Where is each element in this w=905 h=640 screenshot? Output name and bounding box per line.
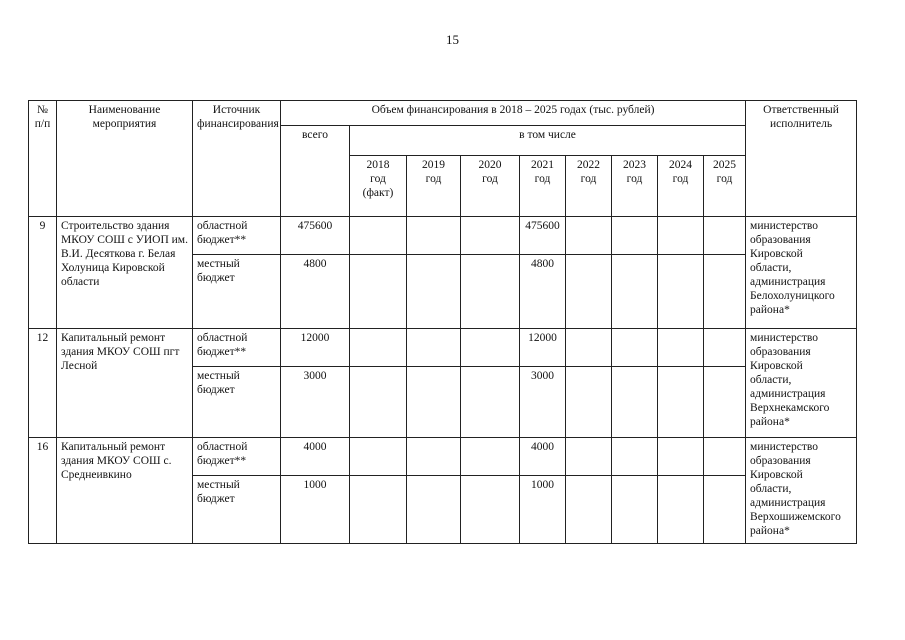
- cell-2024: [658, 255, 704, 329]
- funding-total: 475600: [281, 217, 350, 255]
- header-year-2018: 2018 год (факт): [350, 156, 407, 217]
- funding-source: местный бюджет: [193, 367, 281, 438]
- funding-source: областной бюджет**: [193, 329, 281, 367]
- page-number: 15: [446, 32, 459, 47]
- header-name: Наименование мероприятия: [57, 101, 193, 217]
- header-year-2022: 2022 год: [566, 156, 612, 217]
- funding-source: местный бюджет: [193, 476, 281, 544]
- funding-total: 12000: [281, 329, 350, 367]
- funding-source: областной бюджет**: [193, 217, 281, 255]
- cell-2018: [350, 329, 407, 367]
- header-responsible: Ответственный исполнитель: [746, 101, 857, 217]
- cell-2019: [407, 438, 461, 476]
- cell-2019: [407, 217, 461, 255]
- cell-2024: [658, 329, 704, 367]
- row-responsible: министерство образования Кировской области, администрация Белохолуницкого района*: [746, 217, 857, 329]
- funding-total: 1000: [281, 476, 350, 544]
- cell-2025: [704, 476, 746, 544]
- table-row: [29, 438, 857, 476]
- cell-2020: [461, 255, 520, 329]
- row-name: Капитальный ремонт здания МКОУ СОШ пгт Лесной: [57, 329, 193, 438]
- cell-2020: [461, 217, 520, 255]
- cell-2021: 4000: [520, 438, 566, 476]
- funding-total: 4800: [281, 255, 350, 329]
- cell-2022: [566, 438, 612, 476]
- cell-2022: [566, 329, 612, 367]
- cell-2023: [612, 255, 658, 329]
- cell-2025: [704, 255, 746, 329]
- cell-2018: [350, 217, 407, 255]
- header-including: в том числе: [350, 126, 746, 156]
- header-year-2025: 2025 год: [704, 156, 746, 217]
- cell-2021: 4800: [520, 255, 566, 329]
- cell-2022: [566, 367, 612, 438]
- row-name: Строительство здания МКОУ СОШ с УИОП им. В.И. Десяткова г. Белая Холуница Кировской области: [57, 217, 193, 329]
- cell-2022: [566, 217, 612, 255]
- row-num: 9: [29, 217, 57, 329]
- row-num: 16: [29, 438, 57, 544]
- cell-2019: [407, 367, 461, 438]
- cell-2025: [704, 329, 746, 367]
- cell-2023: [612, 438, 658, 476]
- header-num: № п/п: [29, 101, 57, 217]
- cell-2023: [612, 367, 658, 438]
- funding-total: 4000: [281, 438, 350, 476]
- cell-2022: [566, 476, 612, 544]
- header-volume: Объем финансирования в 2018 – 2025 годах (тыс. рублей): [281, 101, 746, 126]
- financing-table: [28, 100, 857, 544]
- cell-2018: [350, 367, 407, 438]
- cell-2020: [461, 476, 520, 544]
- cell-2024: [658, 217, 704, 255]
- cell-2021: 475600: [520, 217, 566, 255]
- header-year-2019: 2019 год: [407, 156, 461, 217]
- row-responsible: министерство образования Кировской области, администрация Верхнекамского района*: [746, 329, 857, 438]
- cell-2025: [704, 438, 746, 476]
- table-row: [29, 329, 857, 367]
- cell-2020: [461, 367, 520, 438]
- header-year-2020: 2020 год: [461, 156, 520, 217]
- cell-2019: [407, 255, 461, 329]
- header-total: всего: [281, 126, 350, 217]
- table-row: [29, 217, 857, 255]
- cell-2023: [612, 217, 658, 255]
- cell-2024: [658, 476, 704, 544]
- cell-2019: [407, 476, 461, 544]
- cell-2022: [566, 255, 612, 329]
- row-responsible: министерство образования Кировской области, администрация Верхошижемского района*: [746, 438, 857, 544]
- cell-2023: [612, 329, 658, 367]
- header-year-2024: 2024 год: [658, 156, 704, 217]
- row-num: 12: [29, 329, 57, 438]
- cell-2021: 12000: [520, 329, 566, 367]
- cell-2025: [704, 217, 746, 255]
- cell-2021: 3000: [520, 367, 566, 438]
- funding-source: местный бюджет: [193, 255, 281, 329]
- header-source: Источник финансирования: [193, 101, 281, 217]
- cell-2018: [350, 476, 407, 544]
- cell-2021: 1000: [520, 476, 566, 544]
- cell-2024: [658, 438, 704, 476]
- cell-2024: [658, 367, 704, 438]
- header-year-2021: 2021 год: [520, 156, 566, 217]
- header-year-2023: 2023 год: [612, 156, 658, 217]
- cell-2018: [350, 255, 407, 329]
- funding-total: 3000: [281, 367, 350, 438]
- cell-2023: [612, 476, 658, 544]
- row-name: Капитальный ремонт здания МКОУ СОШ с. Среднеивкино: [57, 438, 193, 544]
- cell-2025: [704, 367, 746, 438]
- funding-source: областной бюджет**: [193, 438, 281, 476]
- cell-2020: [461, 329, 520, 367]
- cell-2020: [461, 438, 520, 476]
- cell-2018: [350, 438, 407, 476]
- cell-2019: [407, 329, 461, 367]
